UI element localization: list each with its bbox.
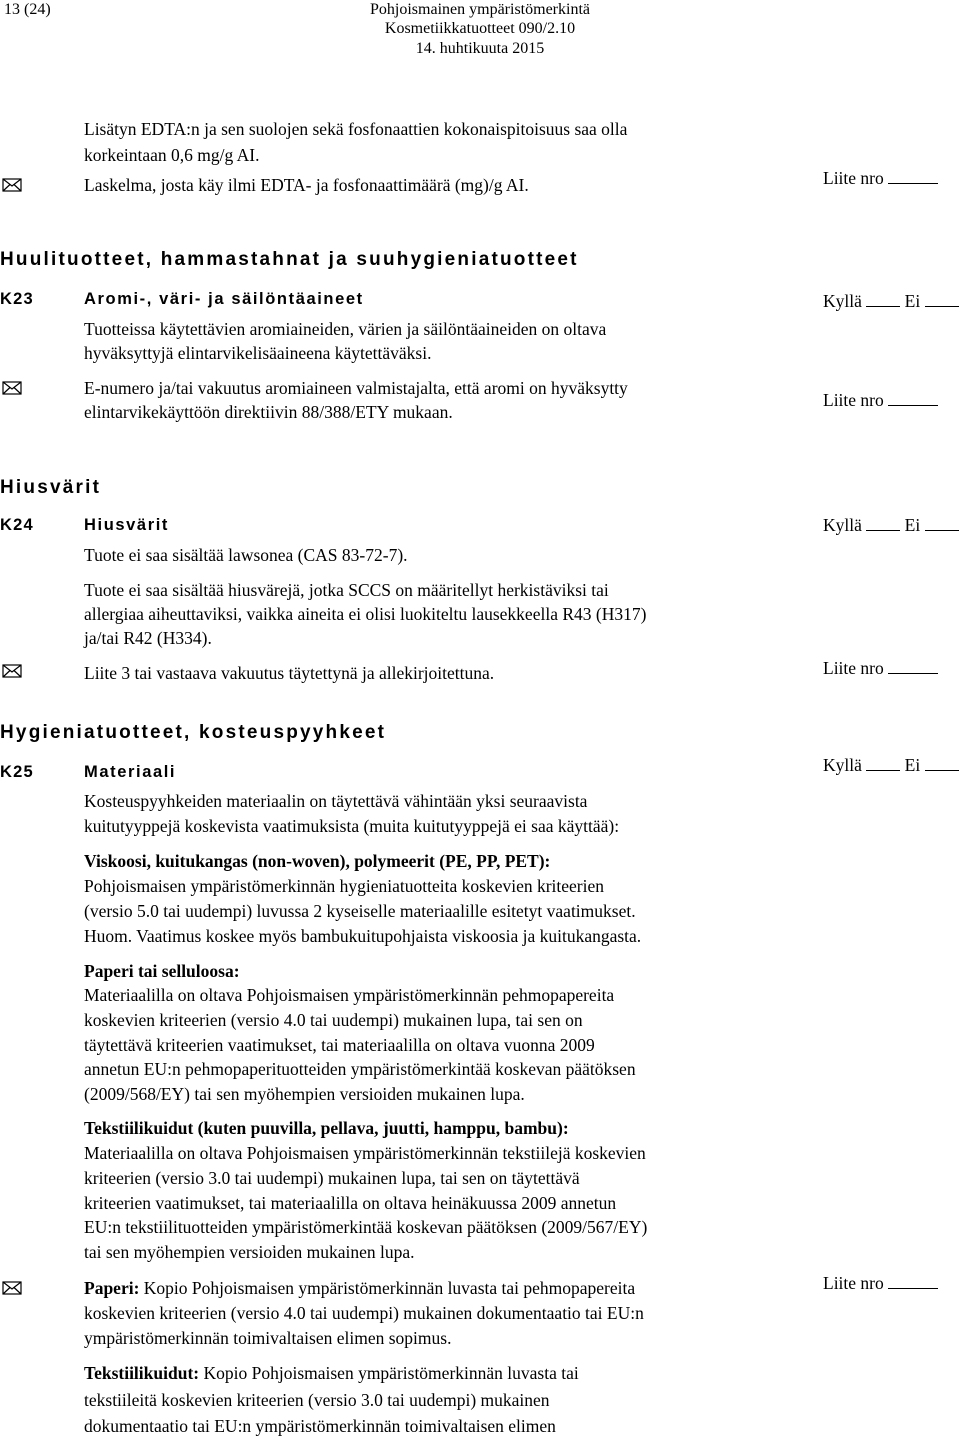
- attachment-field[interactable]: [823, 657, 938, 679]
- requirement-id: K23: [0, 290, 34, 308]
- no-blank[interactable]: [925, 756, 959, 771]
- yes-blank[interactable]: [866, 292, 900, 307]
- subheading: Tekstiilikuidut (kuten puuvilla, pellava, juutti, hamppu, bambu):: [84, 1118, 569, 1138]
- requirement-text: (2009/568/EY) tai sen myöhempien versioiden mukainen lupa.: [84, 1084, 525, 1104]
- yes-blank[interactable]: [866, 756, 900, 771]
- requirement-text: Kosteuspyyhkeiden materiaalin on täytettävä vähintään yksi seuraavista: [84, 791, 588, 811]
- doc-text: Kopio Pohjoismaisen ympäristömerkinnän luvasta tai: [199, 1363, 579, 1383]
- requirement-text: täytettävä kriteerien vaatimukset, tai materiaalilla on oltava vuonna 2009: [84, 1035, 595, 1055]
- doc-label: Paperi:: [84, 1278, 140, 1298]
- header-date: 14. huhtikuuta 2015: [415, 40, 545, 57]
- doc-text: Kopio Pohjoismaisen ympäristömerkinnän luvasta tai pehmopapereita: [139, 1278, 636, 1298]
- requirement-text: kriteerien vaatimukset, tai materiaalilla on oltava heinäkuussa 2009 annetun: [84, 1193, 617, 1213]
- requirement-id: K24: [0, 516, 34, 534]
- attachment-blank[interactable]: [888, 659, 938, 674]
- requirement-title: Hiusvärit: [84, 516, 170, 534]
- attachment-label: Liite nro: [823, 658, 884, 678]
- requirement-text: Tuotteissa käytettävien aromiaineiden, värien ja säilöntäaineiden on oltava: [84, 319, 607, 339]
- envelope-icon: [2, 178, 22, 192]
- section-heading: Hygieniatuotteet, kosteuspyyhkeet: [0, 722, 387, 743]
- requirement-text: EU:n tekstiilituotteiden ympäristömerkintää koskevan päätöksen (2009/567/EY): [84, 1217, 648, 1237]
- no-label: Ei: [904, 515, 921, 535]
- no-blank[interactable]: [925, 292, 959, 307]
- attachment-label: Liite nro: [823, 1273, 884, 1293]
- requirement-text: kriteerien (versio 3.0 tai uudempi) mukainen lupa, tai sen on täytettävä: [84, 1168, 580, 1188]
- requirement-text: Pohjoismaisen ympäristömerkinnän hygieniatuotteita koskevien kriteerien: [84, 876, 605, 896]
- yes-no-field[interactable]: [823, 754, 959, 776]
- envelope-icon: [2, 381, 22, 395]
- doc-requirement-text: Liite 3 tai vastaava vakuutus täytettynä ja allekirjoitettuna.: [84, 663, 495, 683]
- attachment-field[interactable]: [823, 167, 938, 189]
- requirement-text: Huom. Vaatimus koskee myös bambukuitupohjaista viskoosia ja kuitukangasta.: [84, 926, 642, 946]
- requirement-text: Materiaalilla on oltava Pohjoismaisen ympäristömerkinnän pehmopapereita: [84, 985, 615, 1005]
- requirement-title: Aromi-, väri- ja säilöntäaineet: [84, 290, 364, 308]
- doc-requirement-text: elintarvikekäyttöön direktiivin 88/388/ETY mukaan.: [84, 402, 453, 422]
- envelope-icon: [2, 664, 22, 678]
- yes-label: Kyllä: [823, 291, 862, 311]
- yes-label: Kyllä: [823, 755, 862, 775]
- requirement-text: Tuote ei saa sisältää lawsonea (CAS 83-72-7).: [84, 545, 408, 565]
- attachment-label: Liite nro: [823, 168, 884, 188]
- no-label: Ei: [904, 755, 921, 775]
- doc-requirement-text: E-numero ja/tai vakuutus aromiaineen valmistajalta, että aromi on hyväksytty: [84, 378, 628, 398]
- yes-no-field[interactable]: [823, 514, 959, 536]
- section-heading: Hiusvärit: [0, 477, 102, 498]
- requirement-text: hyväksyttyjä elintarvikelisäaineena käytettäväksi.: [84, 343, 432, 363]
- intro-doc-line: Laskelma, josta käy ilmi EDTA- ja fosfonaattimäärä (mg)/g AI.: [84, 175, 529, 195]
- yes-label: Kyllä: [823, 515, 862, 535]
- no-label: Ei: [904, 291, 921, 311]
- requirement-title: Materiaali: [84, 763, 177, 781]
- requirement-text: Tuote ei saa sisältää hiusvärejä, jotka SCCS on määritellyt herkistäviksi tai: [84, 580, 609, 600]
- requirement-text: koskevien kriteerien (versio 4.0 tai uudempi) mukainen lupa, tai sen on: [84, 1010, 583, 1030]
- attachment-blank[interactable]: [888, 169, 938, 184]
- envelope-icon: [2, 1281, 22, 1295]
- requirement-text: (versio 5.0 tai uudempi) luvussa 2 kyseiselle materiaalille esitetyt vaatimukset.: [84, 901, 636, 921]
- header-title: Pohjoismainen ympäristömerkintä: [370, 1, 590, 18]
- page-number: 13 (24): [4, 1, 51, 18]
- doc-requirement-text: tekstiileitä koskevien kriteerien (versio 3.0 tai uudempi) mukainen: [84, 1390, 550, 1410]
- no-blank[interactable]: [925, 516, 959, 531]
- requirement-text: ja/tai R42 (H334).: [84, 628, 212, 648]
- header-document: Kosmetiikkatuotteet 090/2.10: [384, 20, 576, 37]
- attachment-field[interactable]: [823, 389, 938, 411]
- requirement-text: annetun EU:n pehmopaperituotteiden ympäristömerkintää koskevan päätöksen: [84, 1059, 636, 1079]
- doc-requirement-text: [84, 1362, 579, 1384]
- requirement-text: allergiaa aiheuttaviksi, vaikka aineita ei olisi luokiteltu lausekkeella R43 (H317): [84, 604, 647, 624]
- subheading: Paperi tai selluloosa:: [84, 961, 240, 981]
- doc-requirement-text: koskevien kriteerien (versio 4.0 tai uudempi) mukainen dokumentaatio tai EU:n: [84, 1303, 644, 1323]
- attachment-label: Liite nro: [823, 390, 884, 410]
- attachment-field[interactable]: [823, 1272, 938, 1294]
- doc-requirement-text: ympäristömerkinnän toimivaltaisen elimen sopimus.: [84, 1328, 452, 1348]
- requirement-id: K25: [0, 763, 34, 781]
- subheading: Viskoosi, kuitukangas (non-woven), polymeerit (PE, PP, PET):: [84, 851, 551, 871]
- attachment-blank[interactable]: [888, 391, 938, 406]
- requirement-text: Materiaalilla on oltava Pohjoismaisen ympäristömerkinnän tekstiilejä koskevien: [84, 1143, 646, 1163]
- doc-requirement-text: dokumentaatio tai EU:n ympäristömerkinnän toimivaltaisen elimen: [84, 1416, 556, 1436]
- requirement-text: tai sen myöhempien versioiden mukainen lupa.: [84, 1242, 415, 1262]
- yes-blank[interactable]: [866, 516, 900, 531]
- section-heading: Huulituotteet, hammastahnat ja suuhygieniatuotteet: [0, 249, 579, 270]
- intro-line: Lisätyn EDTA:n ja sen suolojen sekä fosfonaattien kokonaispitoisuus saa olla: [84, 119, 628, 139]
- doc-requirement-text: [84, 1277, 635, 1299]
- attachment-blank[interactable]: [888, 1274, 938, 1289]
- intro-line: korkeintaan 0,6 mg/g AI.: [84, 145, 260, 165]
- yes-no-field[interactable]: [823, 290, 959, 312]
- doc-label: Tekstiilikuidut:: [84, 1363, 200, 1383]
- requirement-text: kuitutyyppejä koskevista vaatimuksista (muita kuitutyyppejä ei saa käyttää):: [84, 816, 620, 836]
